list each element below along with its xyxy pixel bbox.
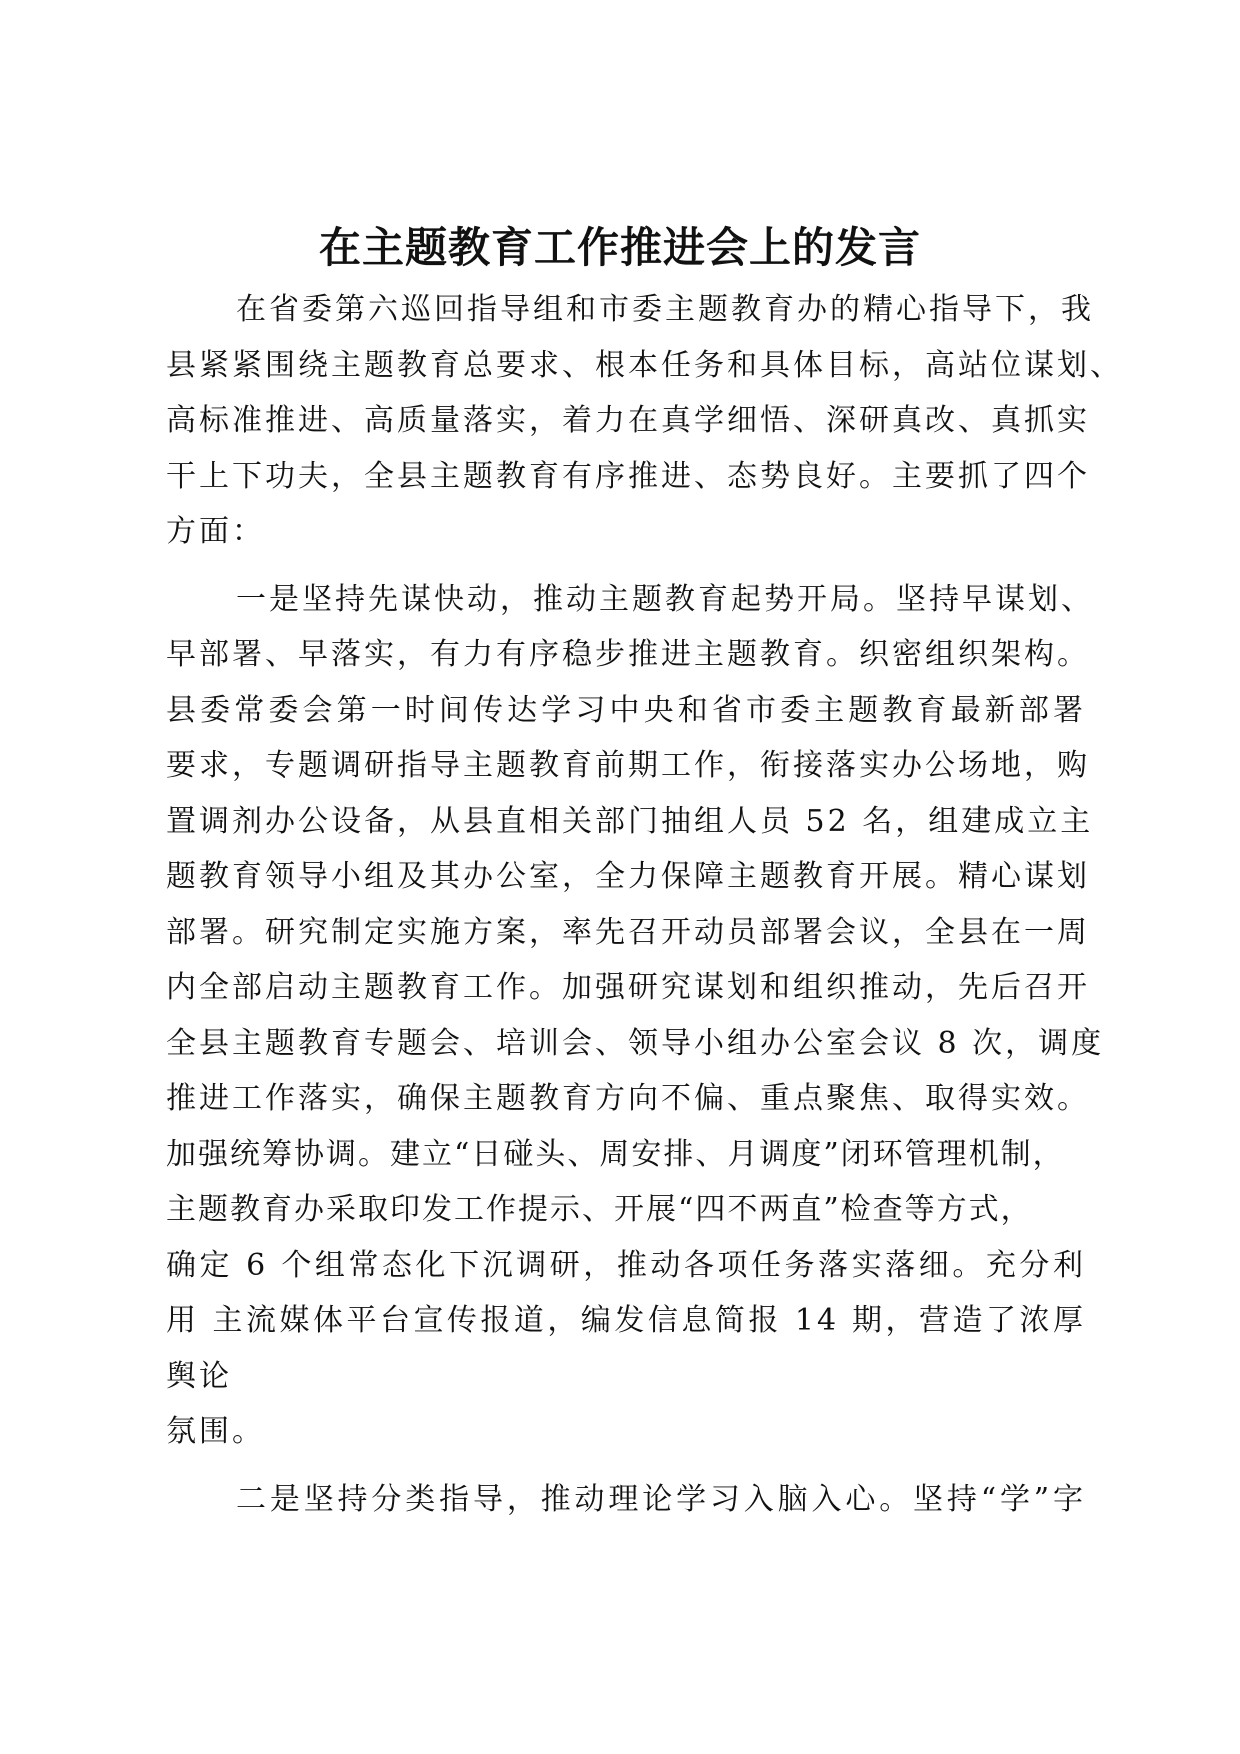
text-line: 早部署、早落实，有力有序稳步推进主题教育。织密组织架构。 — [166, 637, 1090, 672]
text-line: 题教育领导小组及其办公室，全力保障主题教育开展。精心谋划 — [166, 859, 1090, 894]
text-line: 加强统筹协调。建立“日碰头、周安排、月调度”闭环管理机制， — [166, 1136, 1065, 1172]
text-line: 二是坚持分类指导，推动理论学习入脑入心。坚持“学”字 — [236, 1481, 1086, 1517]
text-line: 确定 6 个组常态化下沉调研，推动各项任务落实落细。充分利 — [166, 1247, 1086, 1283]
paragraph-1 — [166, 282, 1123, 560]
page-title: 在主题教育工作推进会上的发言 — [318, 223, 921, 272]
text-line: 推进工作落实，确保主题教育方向不偏、重点聚焦、取得实效。 — [166, 1081, 1090, 1116]
text-line: 主题教育办采取印发工作提示、开展“四不两直”检查等方式， — [166, 1192, 1033, 1227]
text-line: 舆论 — [166, 1358, 232, 1394]
text-line: 用 主流媒体平台宣传报道，编发信息简报 14 期，营造了浓厚 — [166, 1303, 1086, 1338]
text-line: 在省委第六巡回指导组和市委主题教育办的精心指导下，我 — [236, 292, 1094, 327]
paragraph-2 — [166, 572, 1105, 1460]
text-line: 全县主题教育专题会、培训会、领导小组办公室会议 8 次，调度 — [166, 1025, 1105, 1061]
text-line: 方面： — [166, 514, 265, 549]
text-line: 部署。研究制定实施方案，率先召开动员部署会议，全县在一周 — [166, 914, 1090, 950]
document-body — [166, 282, 1123, 1527]
text-line: 高标准推进、高质量落实，着力在真学细悟、深研真改、真抓实 — [166, 403, 1090, 438]
text-line: 氛围。 — [166, 1414, 265, 1449]
text-line: 内全部启动主题教育工作。加强研究谋划和组织推动，先后召开 — [166, 970, 1090, 1005]
text-line: 置调剂办公设备，从县直相关部门抽组人员 52 名，组建成立主 — [166, 803, 1094, 839]
paragraph-3 — [166, 1472, 1086, 1528]
text-line: 一是坚持先谋快动，推动主题教育起势开局。坚持早谋划、 — [236, 581, 1094, 617]
text-line: 县委常委会第一时间传达学习中央和省市委主题教育最新部署 — [166, 692, 1086, 728]
text-line: 要求，专题调研指导主题教育前期工作，衔接落实办公场地，购 — [166, 748, 1090, 783]
text-line: 干上下功夫，全县主题教育有序推进、态势良好。主要抓了四个 — [166, 458, 1090, 494]
text-line: 县紧紧围绕主题教育总要求、根本任务和具体目标，高站位谋划、 — [166, 347, 1123, 383]
